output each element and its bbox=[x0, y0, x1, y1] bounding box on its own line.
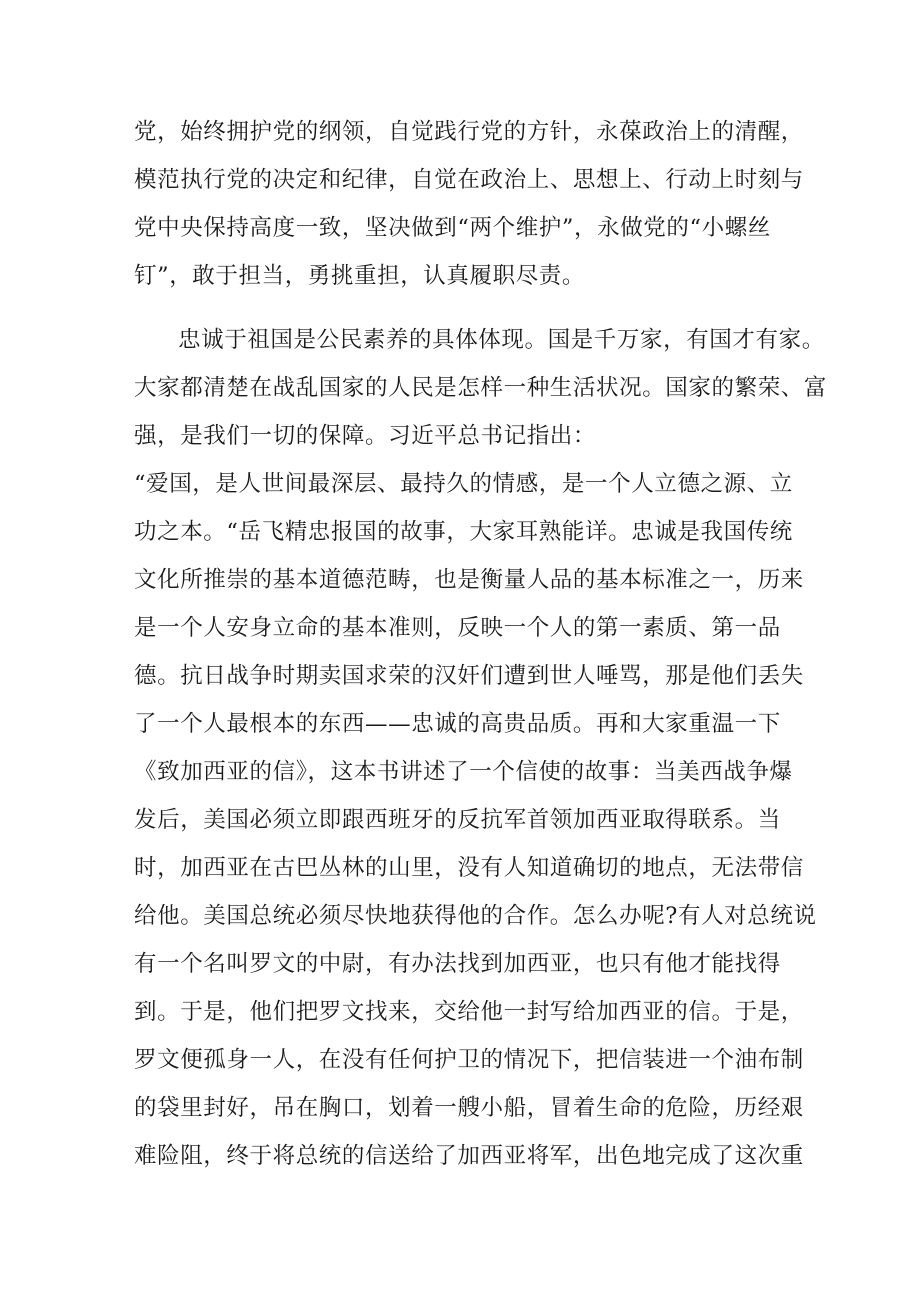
paragraph-2-line-18: 难险阻，终于将总统的信送给了加西亚将军，出色地完成了这次重 bbox=[134, 1143, 804, 1169]
paragraph-2-line-17: 的袋里封好，吊在胸口，划着一艘小船，冒着生命的危险，历经艰 bbox=[134, 1095, 804, 1121]
paragraph-2-line-1: 忠诚于祖国是公民素养的具体体现。国是千万家，有国才有家。 bbox=[178, 327, 825, 353]
paragraph-2-line-10: 《致加西亚的信》，这本书讲述了一个信使的故事：当美西战争爆 bbox=[134, 759, 793, 785]
paragraph-2-line-14: 有一个名叫罗文的中尉，有办法找到加西亚，也只有他才能找得 bbox=[134, 951, 781, 977]
paragraph-2-line-8: 德。抗日战争时期卖国求荣的汉奸们遭到世人唾骂，那是他们丢失 bbox=[134, 663, 804, 689]
paragraph-2-line-16: 罗文便孤身一人，在没有任何护卫的情况下，把信装进一个油布制 bbox=[134, 1047, 804, 1073]
paragraph-2-line-5: 功之本。“岳飞精忠报国的故事，大家耳熟能详。忠诚是我国传统 bbox=[134, 519, 793, 545]
paragraph-2-line-7: 是一个人安身立命的基本准则，反映一个人的第一素质、第一品 bbox=[134, 615, 781, 641]
paragraph-1-line-2: 模范执行党的决定和纪律，自觉在政治上、思想上、行动上时刻与 bbox=[134, 167, 804, 193]
paragraph-2-line-3: 强，是我们一切的保障。习近平总书记指出： bbox=[134, 423, 597, 449]
paragraph-2-line-9: 了一个人最根本的东西——忠诚的高贵品质。再和大家重温一下 bbox=[134, 711, 781, 737]
paragraph-2-line-2: 大家都清楚在战乱国家的人民是怎样一种生活状况。国家的繁荣、富 bbox=[134, 375, 828, 401]
paragraph-1-line-1: 党，始终拥护党的纲领，自觉践行党的方针，永葆政治上的清醒， bbox=[134, 119, 804, 145]
paragraph-2-line-12: 时，加西亚在古巴丛林的山里，没有人知道确切的地点，无法带信 bbox=[134, 855, 804, 881]
paragraph-2-line-15: 到。于是，他们把罗文找来，交给他一封写给加西亚的信。于是， bbox=[134, 999, 804, 1025]
paragraph-1-line-4: 钉”，敢于担当，勇挑重担，认真履职尽责。 bbox=[134, 263, 586, 289]
paragraph-2-line-13: 给他。美国总统必须尽快地获得他的合作。怎么办呢?有人对总统说 bbox=[134, 903, 817, 929]
paragraph-1-line-3: 党中央保持高度一致，坚决做到“两个维护”，永做党的“小螺丝 bbox=[134, 215, 771, 241]
paragraph-2-line-6: 文化所推崇的基本道德范畴，也是衡量人品的基本标准之一，历来 bbox=[134, 567, 804, 593]
paragraph-2-line-11: 发后，美国必须立即跟西班牙的反抗军首领加西亚取得联系。当 bbox=[134, 807, 781, 833]
paragraph-2-line-4: “爱国，是人世间最深层、最持久的情感，是一个人立德之源、立 bbox=[134, 471, 793, 497]
